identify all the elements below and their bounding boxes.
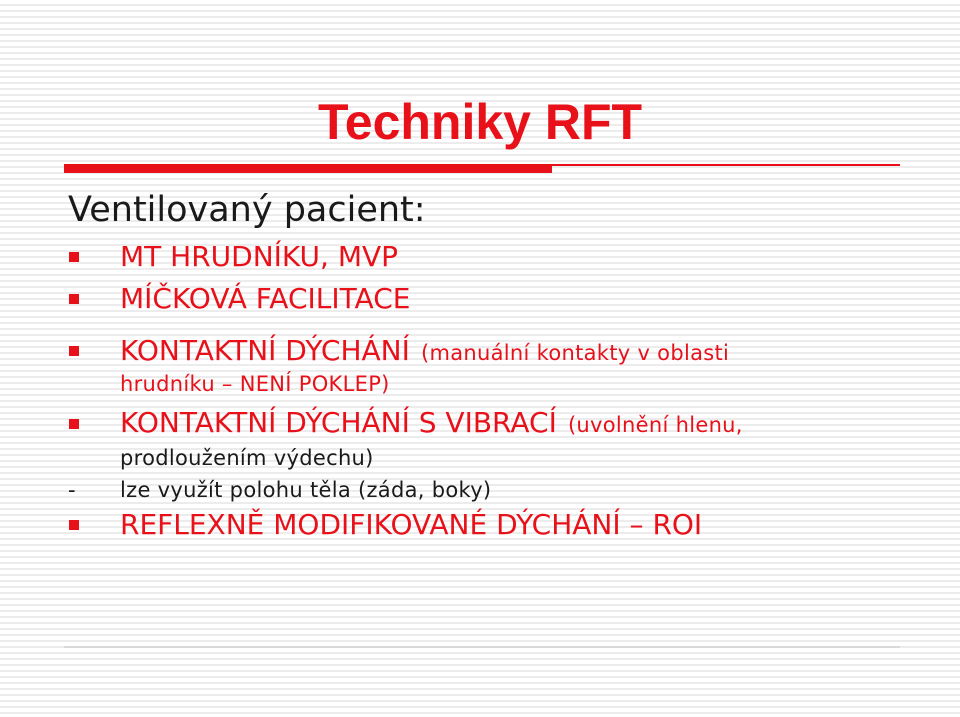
- section-heading: Ventilovaný pacient:: [68, 190, 426, 230]
- square-bullet-icon: [69, 294, 79, 304]
- square-bullet-icon: [69, 252, 79, 262]
- item-main-text: KONTAKTNÍ DÝCHÁNÍ: [120, 334, 410, 367]
- square-bullet-icon: [69, 346, 79, 356]
- square-bullet-icon: [69, 520, 79, 530]
- list-item-kontaktni-dychani-s-vibraci: [120, 406, 743, 440]
- title-underline-thick: [64, 164, 552, 173]
- item-note-continuation: prodloužením výdechu): [120, 446, 374, 470]
- dash-marker: -: [68, 478, 76, 502]
- list-item-mickova-facilitace: MÍČKOVÁ FACILITACE: [120, 282, 411, 315]
- item-main-text: KONTAKTNÍ DÝCHÁNÍ S VIBRACÍ: [120, 406, 557, 439]
- list-item-kontaktni-dychani: [120, 334, 729, 368]
- item-note-continuation: hrudníku – NENÍ POKLEP): [120, 372, 390, 396]
- sub-note-poloha-tela: lze využít polohu těla (záda, boky): [120, 478, 492, 502]
- item-note: (manuální kontakty v oblasti: [420, 341, 730, 365]
- item-note: (uvolnění hlenu,: [567, 413, 743, 437]
- footer-divider: [64, 646, 900, 648]
- list-item-reflexne-modifikovane-dychani: REFLEXNĚ MODIFIKOVANÉ DÝCHÁNÍ – ROI: [120, 508, 703, 541]
- square-bullet-icon: [69, 419, 79, 429]
- slide-title: Techniky RFT: [317, 94, 643, 150]
- title-underline-thin: [552, 164, 900, 166]
- list-item-mt-hrudniku: MT HRUDNÍKU, MVP: [120, 240, 399, 273]
